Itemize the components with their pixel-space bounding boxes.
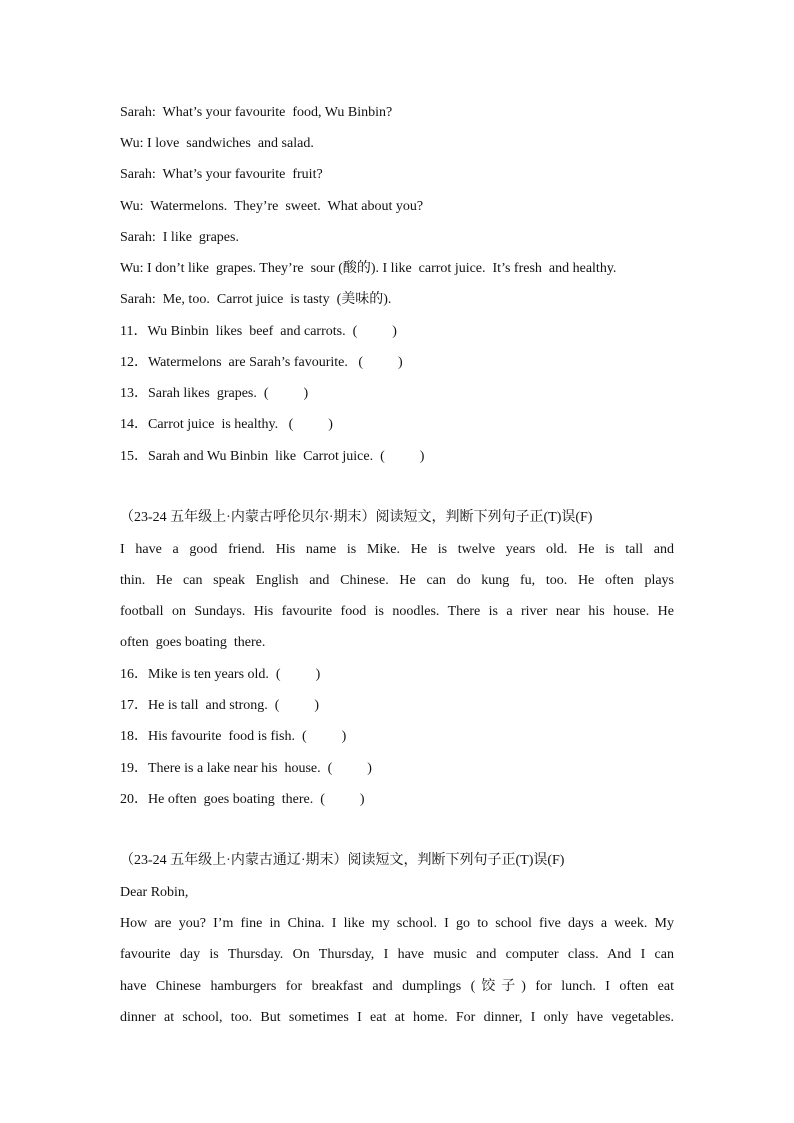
passage-line: dinner at school, too. But sometimes I eat at home. For dinner, I only have vegetables. [120,1010,674,1025]
dialogue-line: Sarah: What’s your favourite fruit? [120,167,323,182]
dialogue-line: Sarah: I like grapes. [120,230,239,245]
dialogue-line: Sarah: What’s your favourite food, Wu Binbin? [120,105,393,120]
section-heading: （23-24 五年级上·内蒙古呼伦贝尔·期末）阅读短文，判断下列句子正(T)误(F) [120,510,593,525]
passage-line: How are you? I’m fine in China. I like my school. I go to school five days a week. My [120,916,674,931]
dialogue-line: Wu: Watermelons. They’re sweet. What about you? [120,199,424,214]
section-heading: （23-24 五年级上·内蒙古通辽·期末）阅读短文，判断下列句子正(T)误(F) [120,853,565,868]
dialogue-line: Wu: I love sandwiches and salad. [120,136,314,151]
dialogue-line: Wu: I don’t like grapes. They’re sour (酸的). I like carrot juice. It’s fresh and healthy. [120,261,617,276]
passage-line: favourite day is Thursday. On Thursday, I have music and computer class. And I can [120,947,674,962]
passage-line: football on Sundays. His favourite food is noodles. There is a river near his house. He [120,604,674,619]
passage-line: I have a good friend. His name is Mike. He is twelve years old. He is tall and [120,542,674,557]
dialogue-line: Sarah: Me, too. Carrot juice is tasty (美味的). [120,292,392,307]
question-item: 13．Sarah likes grapes. ( ) [120,386,309,401]
question-item: 11．Wu Binbin likes beef and carrots. ( ) [120,324,397,339]
letter-salutation: Dear Robin, [120,885,189,900]
question-item: 19．There is a lake near his house. ( ) [120,761,372,776]
passage-line: thin. He can speak English and Chinese. He can do kung fu, too. He often plays [120,573,674,588]
passage-line: often goes boating there. [120,635,266,650]
question-item: 17．He is tall and strong. ( ) [120,698,320,713]
question-item: 14．Carrot juice is healthy. ( ) [120,417,333,432]
question-item: 12．Watermelons are Sarah’s favourite. ( ) [120,355,403,370]
question-item: 18．His favourite food is fish. ( ) [120,729,347,744]
question-item: 16．Mike is ten years old. ( ) [120,667,321,682]
question-item: 15．Sarah and Wu Binbin like Carrot juice. ( ) [120,449,425,464]
passage-line: have Chinese hamburgers for breakfast and dumplings (饺子) for lunch. I often eat [120,979,674,994]
question-item: 20．He often goes boating there. ( ) [120,792,365,807]
